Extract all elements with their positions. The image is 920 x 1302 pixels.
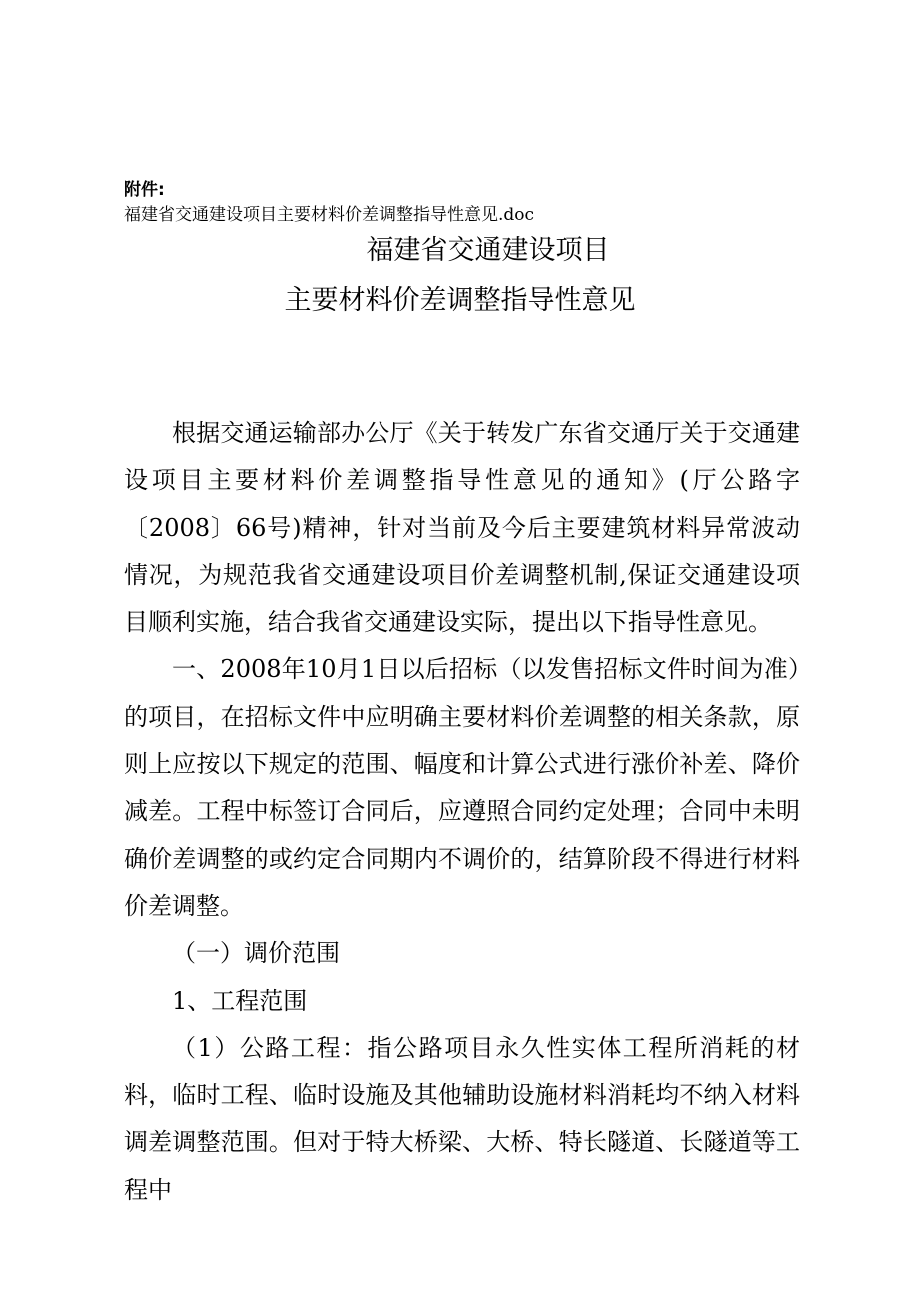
heading-engineering-scope: 1、工程范围 xyxy=(172,986,308,1015)
paragraph-intro: 根据交通运输部办公厅《关于转发广东省交通厅关于交通建设项目主要材料价差调整指导性意见的通知》(厅公路字〔2008〕66号)精神，针对当前及今后主要建筑材料异常波动情况，为规范我省交通建设项目价差调整机制,保证交通建设项目顺利实施，结合我省交通建设实际，提出以下指导性意见。 xyxy=(124,419,800,637)
paragraph-section-1: 一、2008年10月1日以后招标（以发售招标文件时间为准）的项目，在招标文件中应明确主要材料价差调整的相关条款，原则上应按以下规定的范围、幅度和计算公式进行涨价补差、降价减差。工程中标签订合同后，应遵照合同约定处理；合同中未明确价差调整的或约定合同期内不调价的，结算阶段不得进行材料价差调整。 xyxy=(124,655,800,920)
document-title-line-2: 主要材料价差调整指导性意见 xyxy=(284,285,636,316)
paragraph-highway-engineering: （1）公路工程：指公路项目永久性实体工程所消耗的材料，临时工程、临时设施及其他辅助设施材料消耗均不纳入材料调差调整范围。但对于特大桥梁、大桥、特长隧道、长隧道等工程中 xyxy=(124,1033,800,1204)
attachment-label: 附件: xyxy=(124,180,165,200)
attachment-filename[interactable]: 福建省交通建设项目主要材料价差调整指导性意见.doc xyxy=(124,205,535,225)
document-title-line-1: 福建省交通建设项目 xyxy=(366,235,610,266)
heading-adjustment-scope: （一）调价范围 xyxy=(172,939,340,968)
document-body xyxy=(124,410,800,1214)
